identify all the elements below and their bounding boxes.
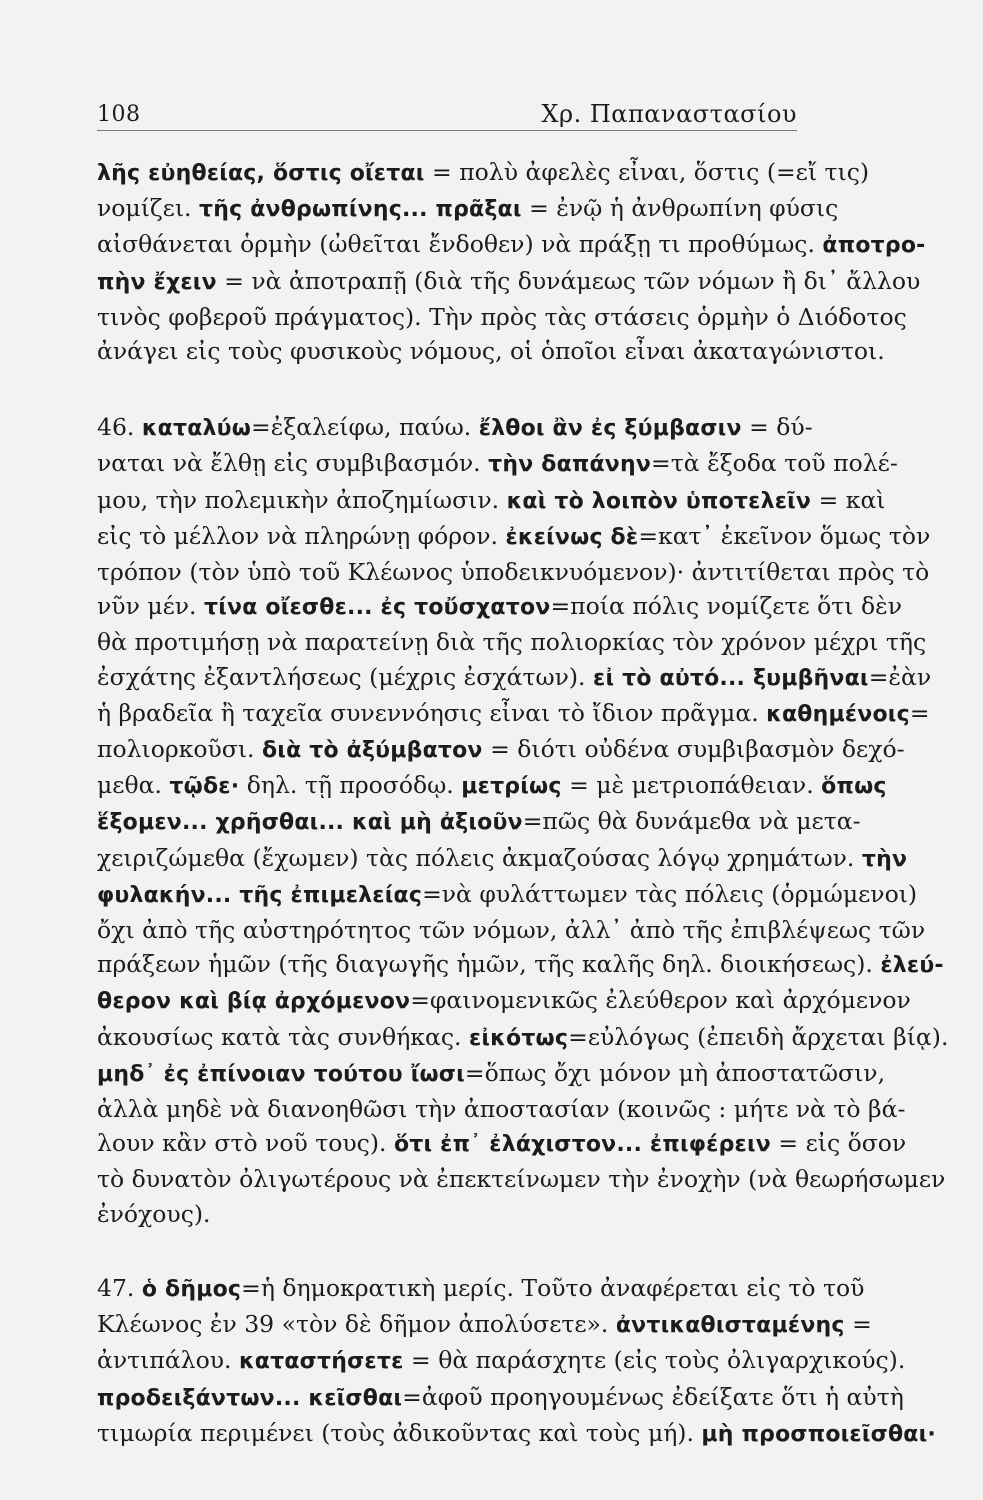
gloss-text: ἀντιπάλου. — [97, 1346, 239, 1375]
gloss-text: =ἐξαλείφω, παύω. — [251, 413, 479, 442]
gloss-text: =ὅπως ὄχι μόνον μὴ ἀποστατῶσιν, — [464, 1058, 886, 1087]
lemma: ἔλθοι ἂν ἐς ξύμβασιν — [478, 416, 742, 442]
gloss-text: Κλέωνος ἐν 39 «τὸν δὲ δῆμον ἀπολύσετε». — [97, 1310, 616, 1339]
text-line — [97, 519, 931, 555]
lemma: εἰ τὸ αὐτό... ξυμβῆναι — [593, 665, 869, 691]
text-line — [97, 1126, 907, 1162]
lemma: ἐκείνως δὲ — [505, 524, 639, 550]
gloss-text: = πολὺ ἀφελὲς εἶναι, ὅστις (=εἴ τις) — [424, 158, 870, 186]
text-line — [97, 155, 870, 191]
gloss-text: = — [844, 1310, 872, 1339]
lemma: καταστήσετε — [238, 1349, 404, 1375]
text-line — [97, 1343, 906, 1379]
gloss-text: μεθα. — [97, 771, 170, 800]
gloss-text: = καὶ — [811, 485, 886, 514]
lemma: τῷδε· — [169, 774, 240, 800]
text-line — [97, 660, 932, 696]
gloss-text: αἰσθάνεται ὁρμὴν (ὠθεῖται ἔνδοθεν) νὰ πράξῃ τι προθύμως. — [97, 230, 823, 259]
lemma: μετρίως — [461, 774, 562, 800]
gloss-text: =τὰ ἔξοδα τοῦ πολέ- — [651, 449, 898, 478]
text-line — [97, 947, 944, 983]
gloss-text: ἐσχάτης ἐξαντλήσεως (μέχρις ἐσχάτων). — [97, 662, 594, 691]
gloss-text: ἐνόχους). — [97, 1199, 211, 1228]
gloss-text: = εἰς ὅσον — [770, 1129, 907, 1158]
paragraph-commentary-47 — [97, 1271, 936, 1452]
lemma: καὶ τὸ λοιπὸν ὑποτελεῖν — [506, 488, 812, 514]
lemma: καταλύω — [141, 416, 252, 442]
gloss-text: ὄχι ἀπὸ τῆς αὐστηρότητος τῶν νόμων, ἀλλ᾽ ἀπὸ τῆς ἐπιβλέψεως τῶν — [97, 916, 926, 945]
lemma: μὴ προσποιεῖσθαι· — [701, 1421, 936, 1447]
gloss-text: = δύ- — [741, 413, 813, 442]
lemma: ὁ δῆμος — [141, 1276, 242, 1302]
paragraph-commentary-46 — [97, 410, 949, 1231]
lemma: πὴν ἔχειν — [97, 269, 217, 295]
gloss-text: τιμωρία περιμένει (τοὺς ἀδικοῦντας καὶ τοὺς μή). — [97, 1418, 702, 1447]
gloss-text: τρόπον (τὸν ὑπὸ τοῦ Κλέωνος ὑποδεικνυόμενον)· ἀντιτίθεται πρὸς τὸ — [97, 558, 930, 587]
gloss-text: = μὲ μετριοπάθειαν. — [561, 771, 822, 800]
text-line — [97, 732, 905, 768]
page-body — [97, 155, 949, 1452]
lemma: φυλακήν... τῆς ἐπιμελείας — [97, 882, 423, 908]
gloss-text: λουν κἂν στὸ νοῦ τους). — [97, 1129, 394, 1158]
lemma: τίνα οἴεσθε... ἐς τοὔσχατον — [204, 595, 551, 621]
text-line — [97, 191, 839, 227]
text-line — [97, 983, 911, 1019]
lemma: μηδ᾽ ἐς ἐπίνοιαν τούτου ἴωσι — [97, 1061, 465, 1087]
lemma: διὰ τὸ ἀξύμβατον — [261, 738, 483, 764]
gloss-text: = θὰ παράσχητε (εἰς τοὺς ὀλιγαρχικούς). — [403, 1346, 906, 1375]
running-head: Χρ. Παπαναστασίου — [541, 100, 797, 128]
gloss-text: =φαινομενικῶς ἐλεύθερον καὶ ἀρχόμενον — [410, 986, 911, 1015]
gloss-text: ἀνάγει εἰς τοὺς φυσικοὺς νόμους, οἱ ὁποῖοι εἶναι ἀκαταγώνιστοι. — [97, 337, 885, 366]
gloss-text: =εὐλόγως (ἐπειδὴ ἄρχεται βίᾳ). — [568, 1022, 949, 1051]
gloss-text: =πῶς θὰ δυνάμεθα νὰ μετα- — [522, 807, 861, 836]
text-line — [97, 589, 903, 625]
lemma: τῆς ἀνθρωπίνης... πρᾶξαι — [199, 197, 522, 223]
gloss-text: =νὰ φυλάττωμεν τὰς πόλεις (ὁρμώμενοι) — [422, 879, 918, 908]
gloss-text: =ἀφοῦ προηγουμένως ἐδείξατε ὅτι ἡ αὐτὴ — [402, 1382, 904, 1411]
text-line — [97, 804, 861, 840]
gloss-text: ἡ βραδεῖα ἢ ταχεῖα συνεννόησις εἶναι τὸ ἴδιον πρᾶγμα. — [97, 698, 767, 727]
gloss-text: =ποία πόλις νομίζετε ὅτι δὲν — [550, 592, 903, 621]
text-line — [97, 625, 927, 659]
lemma: θερον καὶ βίᾳ ἀρχόμενον — [97, 989, 411, 1015]
text-line — [97, 841, 908, 877]
text-line — [97, 1020, 949, 1056]
gloss-text: τινὸς φοβεροῦ πράγματος). Τὴν πρὸς τὰς στάσεις ὁρμὴν ὁ Διόδοτος — [97, 302, 907, 331]
text-line — [97, 877, 918, 913]
gloss-text: =ἡ δημοκρατικὴ μερίς. Τοῦτο ἀναφέρεται εἰς τὸ τοῦ — [241, 1273, 865, 1302]
text-line — [97, 768, 887, 804]
text-line — [97, 300, 907, 334]
text-line — [97, 227, 926, 263]
text-line — [97, 696, 930, 732]
gloss-text: θὰ προτιμήσῃ νὰ παρατείνῃ διὰ τῆς πολιορκίας τὸν χρόνον μέχρι τῆς — [97, 628, 927, 657]
lemma: λῆς εὐηθείας, ὅστις οἴεται — [97, 161, 425, 186]
text-line — [97, 913, 926, 947]
text-line — [97, 1197, 797, 1231]
text-line — [97, 410, 813, 446]
gloss-text: εἰς τὸ μέλλον νὰ πληρώνῃ φόρον. — [97, 521, 506, 550]
lemma: ἀντικαθισταμένης — [615, 1313, 845, 1339]
text-line — [97, 334, 885, 368]
gloss-text: πράξεων ἡμῶν (τῆς διαγωγῆς ἡμῶν, τῆς καλῆς δηλ. διοικήσεως). — [97, 950, 881, 979]
text-line — [97, 1092, 906, 1126]
gloss-text: μου, τὴν πολεμικὴν ἀποζημίωσιν. — [97, 485, 507, 514]
gloss-text: 46. — [97, 413, 142, 442]
gloss-text: =κατ᾽ ἐκεῖνον ὅμως τὸν — [638, 521, 931, 550]
gloss-text: ἀκουσίως κατὰ τὰς συνθήκας. — [97, 1022, 469, 1051]
lemma: καθημένοις — [766, 701, 910, 727]
text-line — [97, 1380, 904, 1416]
lemma: εἰκότως — [468, 1025, 569, 1051]
gloss-text: τὸ δυνατὸν ὀλιγωτέρους νὰ ἐπεκτείνωμεν τὴν ἐνοχὴν (νὰ θεωρήσωμεν — [97, 1165, 946, 1194]
page-header — [97, 96, 797, 131]
gloss-text: = διότι οὐδένα συμβιβασμὸν δεχό- — [482, 735, 905, 764]
gloss-text: δηλ. τῇ προσόδῳ. — [239, 771, 462, 800]
lemma: ὅπως — [821, 774, 887, 800]
text-line — [97, 555, 930, 589]
text-line — [97, 264, 921, 300]
text-line — [97, 1162, 946, 1196]
lemma: ἕξομεν... χρῆσθαι... καὶ μὴ ἀξιοῦν — [97, 810, 523, 836]
gloss-text: νομίζει. — [97, 194, 199, 223]
lemma: ἀποτρο- — [822, 233, 926, 259]
gloss-text: =ἐὰν — [868, 662, 932, 691]
gloss-text: 47. — [97, 1273, 142, 1302]
gloss-text: νῦν μέν. — [97, 592, 205, 621]
gloss-text: = νὰ ἀποτραπῇ (διὰ τῆς δυνάμεως τῶν νόμων ἢ δι᾽ ἄλλου — [216, 266, 921, 295]
paragraph-commentary-45 — [97, 155, 926, 368]
gloss-text: πολιορκοῦσι. — [97, 735, 262, 764]
gloss-text: = — [909, 698, 930, 727]
lemma: ὅτι ἐπ᾽ ἐλάχιστον... ἐπιφέρειν — [393, 1132, 771, 1158]
text-line — [97, 1271, 865, 1307]
gloss-text: ναται νὰ ἔλθῃ εἰς συμβιβασμόν. — [97, 449, 489, 478]
text-line — [97, 483, 886, 519]
text-line — [97, 1307, 872, 1343]
text-line — [97, 446, 898, 482]
text-line — [97, 1416, 936, 1452]
gloss-text: χειριζώμεθα (ἔχωμεν) τὰς πόλεις ἀκμαζούσας λόγῳ χρημάτων. — [97, 843, 862, 872]
text-line — [97, 1056, 886, 1092]
lemma: τὴν δαπάνην — [488, 452, 652, 478]
gloss-text: = ἐνῷ ἡ ἀνθρωπίνη φύσις — [521, 194, 839, 223]
lemma: προδειξάντων... κεῖσθαι — [97, 1385, 403, 1411]
lemma: ἐλεύ- — [880, 953, 944, 979]
page-number: 108 — [97, 102, 141, 127]
gloss-text: ἀλλὰ μηδὲ νὰ διανοηθῶσι τὴν ἀποστασίαν (κοινῶς : μήτε νὰ τὸ βά- — [97, 1095, 906, 1124]
lemma: τὴν — [861, 846, 908, 872]
